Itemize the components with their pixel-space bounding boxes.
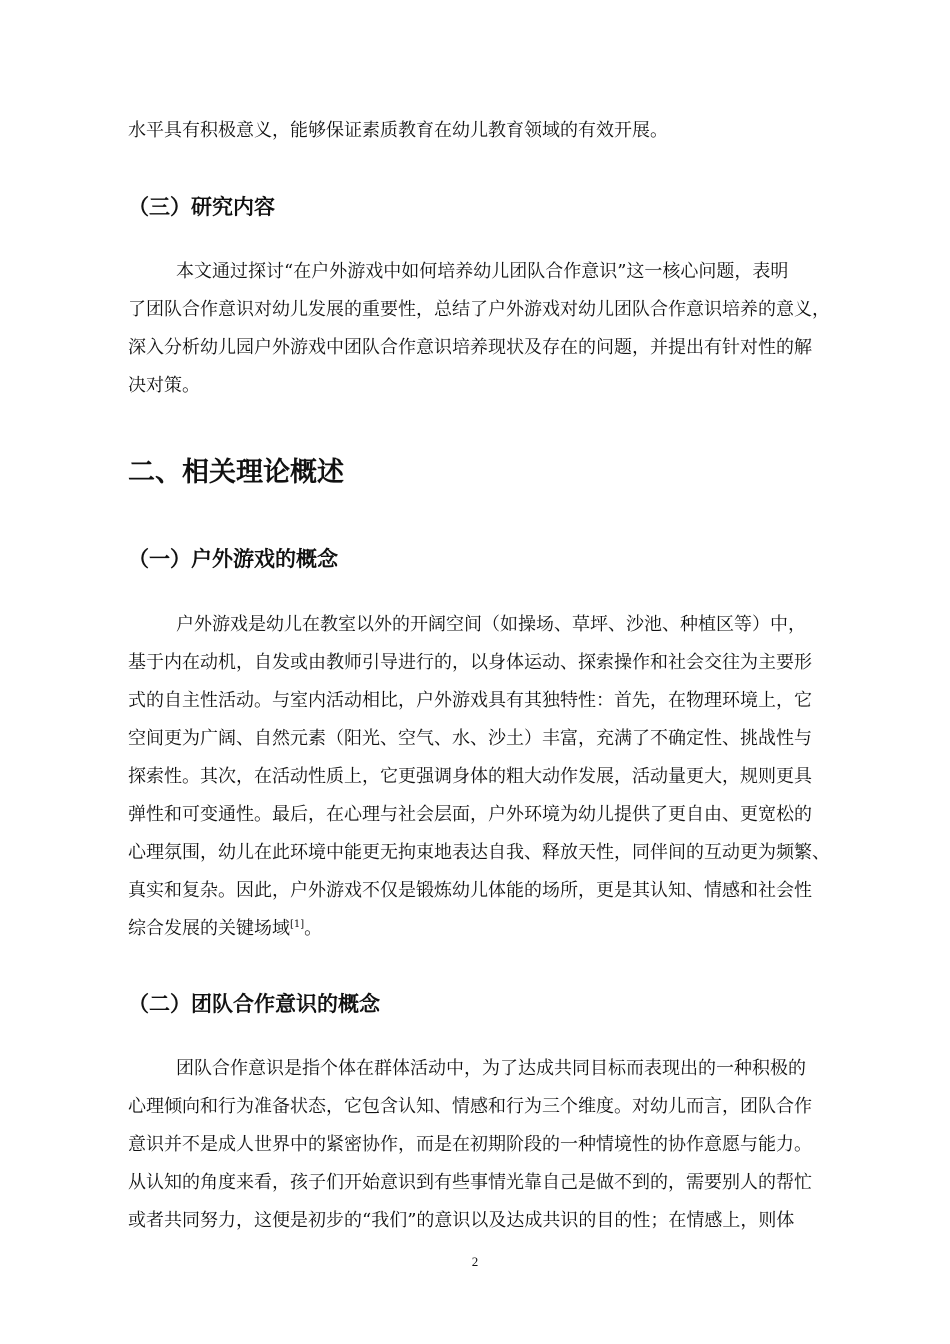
paragraph-line: 意识并不是成人世界中的紧密协作，而是在初期阶段的一种情境性的协作意愿与能力。 [128,1134,812,1155]
paragraph-line: 弹性和可变通性。最后，在心理与社会层面，户外环境为幼儿提供了更自由、更宽松的 [128,804,812,825]
page-number: 2 [471,1254,479,1269]
paragraph-line [128,917,322,941]
section-heading-team-cooperation: （二）团队合作意识的概念 [128,992,380,1016]
paragraph-line: 式的自主性活动。与室内活动相比，户外游戏具有其独特性：首先，在物理环境上，它 [128,690,812,711]
paragraph-line: 基于内在动机，自发或由教师引导进行的，以身体运动、探索操作和社会交往为主要形 [128,652,812,673]
citation-ref[interactable]: [1] [290,919,305,930]
paragraph-line: 水平具有积极意义，能够保证素质教育在幼儿教育领域的有效开展。 [128,120,668,141]
paragraph-line: 户外游戏是幼儿在教室以外的开阔空间（如操场、草坪、沙池、种植区等）中， [176,614,806,635]
paragraph-line: 深入分析幼儿园户外游戏中团队合作意识培养现状及存在的问题，并提出有针对性的解 [128,337,812,358]
paragraph-line: 团队合作意识是指个体在群体活动中，为了达成共同目标而表现出的一种积极的 [176,1058,806,1079]
paragraph-line: 空间更为广阔、自然元素（阳光、空气、水、沙土）丰富，充满了不确定性、挑战性与 [128,728,812,749]
paragraph-line: 心理倾向和行为准备状态，它包含认知、情感和行为三个维度。对幼儿而言，团队合作 [128,1096,812,1117]
paragraph-line: 本文通过探讨“在户外游戏中如何培养幼儿团队合作意识”这一核心问题，表明 [176,261,789,282]
paragraph-line: 决对策。 [128,375,200,396]
section-heading-research-content: （三）研究内容 [128,195,275,219]
paragraph-line: 从认知的角度来看，孩子们开始意识到有些事情光靠自己是做不到的，需要别人的帮忙 [128,1172,812,1193]
paragraph-text: 。 [304,918,323,939]
paragraph-line: 或者共同努力，这便是初步的“我们”的意识以及达成共识的目的性；在情感上，则体 [128,1210,795,1231]
paragraph-line: 真实和复杂。因此，户外游戏不仅是锻炼幼儿体能的场所，更是其认知、情感和社会性 [128,880,812,901]
chapter-heading: 二、相关理论概述 [128,457,344,488]
paragraph-line: 了团队合作意识对幼儿发展的重要性，总结了户外游戏对幼儿团队合作意识培养的意义， [128,299,830,320]
paragraph-line: 探索性。其次，在活动性质上，它更强调身体的粗大动作发展，活动量更大，规则更具 [128,766,812,787]
paragraph-text: 综合发展的关键场域 [128,918,290,939]
paragraph-line: 心理氛围，幼儿在此环境中能更无拘束地表达自我、释放天性，同伴间的互动更为频繁、 [128,842,830,863]
section-heading-outdoor-games: （一）户外游戏的概念 [128,547,338,571]
